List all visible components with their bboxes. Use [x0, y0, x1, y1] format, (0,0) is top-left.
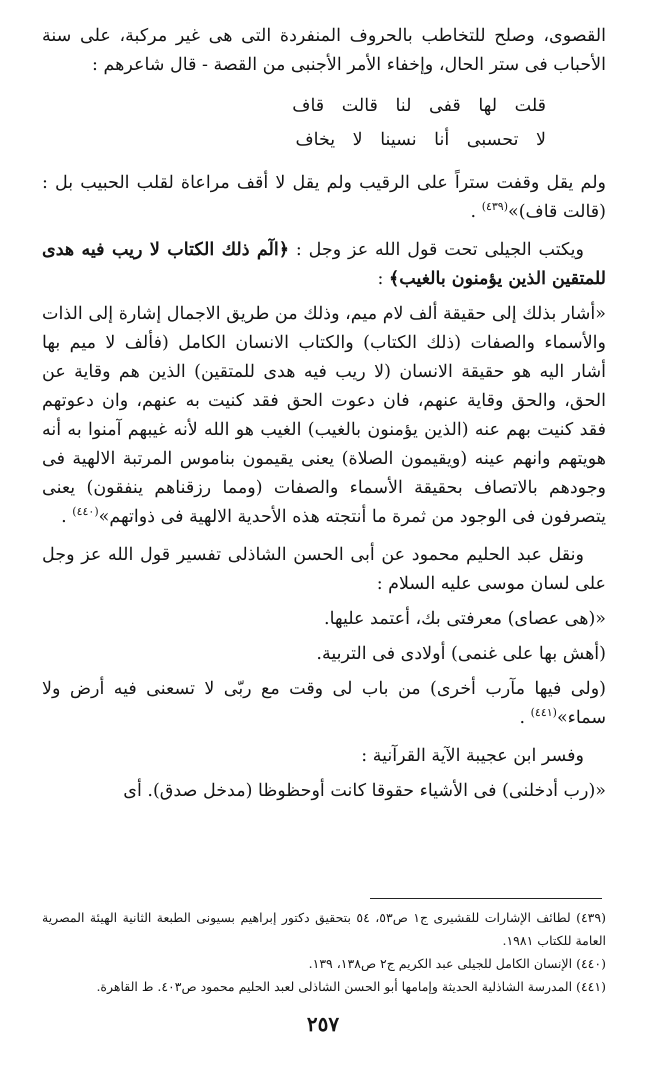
- verse-line-2: لا تحسبى أنا نسينا لا يخاف: [295, 130, 546, 150]
- footnote-ref-441: (٤٤١): [530, 706, 557, 720]
- footnote-separator: [370, 898, 602, 899]
- page-number: ٢٥٧: [306, 1012, 340, 1036]
- jili-intro-colon: :: [377, 269, 390, 289]
- jili-intro-text: ويكتب الجيلى تحت قول الله عز وجل :: [289, 240, 584, 260]
- poem-verse: [42, 89, 606, 157]
- body-text: [42, 22, 606, 815]
- paragraph-jili-intro: [42, 236, 606, 294]
- paragraph-ibn-ajiba-quote: «(رب أدخلنى) فى الأشياء حقوقا كانت أوحظوظا (مدخل صدق). أى: [123, 781, 606, 801]
- commentary-text: ولم يقل وقفت ستراً على الرقيب ولم يقل لا أقف مراعاة لقلب الحبيب بل : (قالت قاف)»: [42, 173, 606, 222]
- quran-verse-quote: ﴿الٓم ذلك الكتاب لا ريب فيه هدى للمتقين الذين يؤمنون بالغيب﴾: [42, 240, 606, 289]
- footnote-440: (٤٤٠) الإنسان الكامل للجيلى عبد الكريم ج٢ ص١٣٨، ١٣٩.: [308, 956, 606, 971]
- quote-line-3-text: (ولى فيها مآرب أخرى) من باب لى وقت مع ربّى لا تسعنى فيه أرض ولا سماء»: [42, 679, 606, 728]
- footnote-441: (٤٤١) المدرسة الشاذلية الحديثة وإمامها أبو الحسن الشاذلى لعبد الحليم محمود ص٤٠٣. ط القاهرة.: [96, 979, 606, 994]
- paragraph-jili-quote: «أشار بذلك إلى حقيقة ألف لام ميم، وذلك من طريق الاجمال إشارة إلى الذات والأسماء والصفات (ذلك الكتاب) والكتاب الانسان الكامل (فألف لا ميم بها أشار اليه هو حقيقة الانسان (لا ريب فيه هدى للمتقين) الذين هم وقاية عن الحق، والحق وقاية عنهم، فان دعوت الحق فقد كنيت به عنهم، وان دعوتهم فقد كنيت بهم عنه (الذين يؤمنون بالغيب) الغيب هو الله لأنه غيبهم آمنوا به أنه هويتهم وانهم عينه (ويقيمون الصلاة) يعنى يقيمون بناموس المرتبة الالهية فى وجودهم بالاتصاف بحقيقة الأسماء والصفات (ومما رزقناهم ينفقون) يعنى يتصرفون فى الوجود من ثمرة ما أنتجته هذه الأحدية الالهية فى ذواتهم»$^{(٤٤٠)}$ .: [42, 304, 606, 527]
- paragraph-ibn-ajiba-intro: وفسر ابن عجيبة الآية القرآنية :: [361, 746, 584, 766]
- quote-line-2: (أهش بها على غنمى) أولادى فى التربية.: [316, 644, 606, 664]
- footnote-ref-440: (٤٤٠): [72, 505, 99, 519]
- jili-quote-text: «أشار بذلك إلى حقيقة ألف لام ميم، وذلك من طريق الاجمال إشارة إلى الذات والأسماء والصفات (ذلك الكتاب) والكتاب الانسان الكامل (فألف لا ميم بها أشار اليه هو حقيقة الانسان (لا ريب فيه هدى للمتقين) الذين هم وقاية عن الحق، والحق وقاية عنهم، فان دعوت الحق فقد كنيت به عنهم، وان دعوتهم فقد كنيت بهم عنه (الذين يؤمنون بالغيب) الغيب هو الله لأنه غيبهم آمنوا به أنه هويتهم وانهم عينه (ويقيمون الصلاة) يعنى يقيمون بناموس المرتبة الالهية فى وجودهم بالاتصاف بحقيقة الأسماء والصفات (ومما رزقناهم ينفقون) يعنى يتصرفون فى الوجود من ثمرة ما أنتجته هذه الأحدية الالهية فى ذواتهم»: [42, 304, 606, 527]
- footnote-439: (٤٣٩) لطائف الإشارات للقشيرى ج١ ص٥٣، ٥٤ بتحقيق دكتور إبراهيم بسيونى الطبعة الثانية الهيئة المصرية العامة للكتاب ١٩٨١.: [42, 910, 606, 948]
- paragraph-shadhili-intro: ونقل عبد الحليم محمود عن أبى الحسن الشاذلى تفسير قول الله عز وجل على لسان موسى عليه السلام :: [42, 545, 606, 594]
- footnotes: [42, 906, 606, 998]
- paragraph-continuation: القصوى، وصلح للتخاطب بالحروف المنفردة التى هى غير مركبة، على سنة الأحباب فى ستر الحال، وإخفاء الأمر الأجنبى من القصة - قال شاعرهم :: [42, 26, 606, 75]
- paragraph-commentary: ولم يقل وقفت ستراً على الرقيب ولم يقل لا أقف مراعاة لقلب الحبيب بل : (قالت قاف)»$^{(٤٣٩)}$ .: [42, 173, 606, 222]
- quote-line-3: (ولى فيها مآرب أخرى) من باب لى وقت مع ربّى لا تسعنى فيه أرض ولا سماء»$^{(٤٤١)}$ .: [42, 679, 606, 728]
- quote-line-1: «(هى عصاى) معرفتى بك، أعتمد عليها.: [324, 609, 606, 629]
- footnote-ref-439: (٤٣٩): [481, 200, 509, 214]
- verse-line-1: قلت لها قفى لنا قالت قاف: [292, 96, 546, 116]
